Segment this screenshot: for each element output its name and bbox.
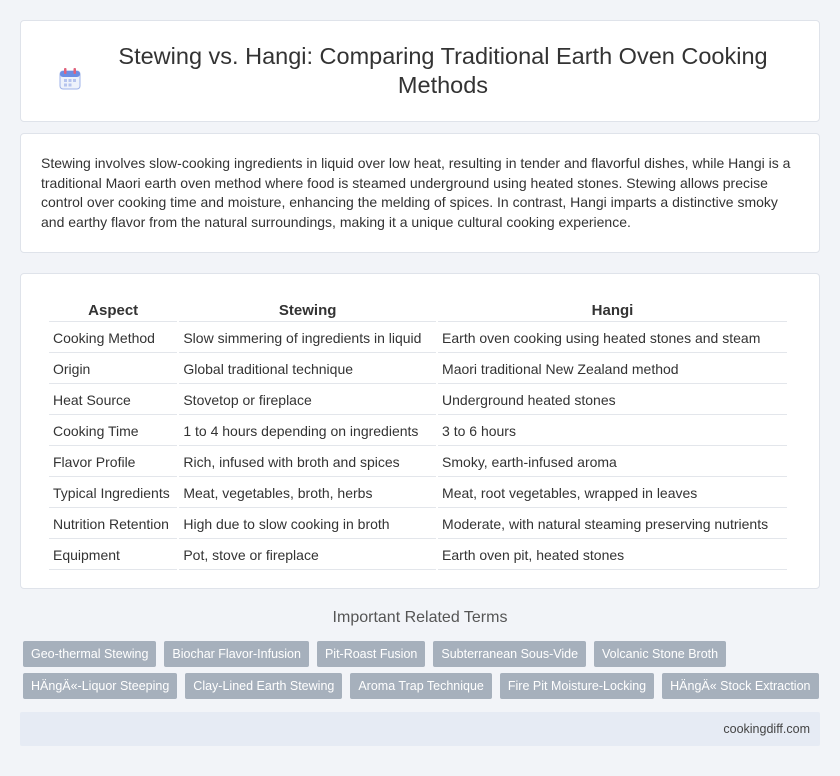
- term-tag[interactable]: Biochar Flavor-Infusion: [164, 641, 309, 667]
- table-header-row: [49, 296, 787, 322]
- table-row: [49, 324, 787, 353]
- table-cell: Slow simmering of ingredients in liquid: [179, 324, 436, 353]
- table-cell: Pot, stove or fireplace: [179, 541, 436, 570]
- tag-row: [23, 641, 823, 667]
- table-cell: Underground heated stones: [438, 386, 787, 415]
- table-row: [49, 448, 787, 477]
- header-aspect: Aspect: [49, 296, 177, 322]
- table-cell: Equipment: [49, 541, 177, 570]
- term-tag[interactable]: Aroma Trap Technique: [350, 673, 492, 699]
- table-row: [49, 510, 787, 539]
- table-cell: 3 to 6 hours: [438, 417, 787, 446]
- term-tag[interactable]: HÄngÄ«-Liquor Steeping: [23, 673, 177, 699]
- footer-site-link[interactable]: cookingdiff.com: [723, 722, 810, 736]
- header-hangi: Hangi: [438, 296, 787, 322]
- term-tag[interactable]: Pit-Roast Fusion: [317, 641, 425, 667]
- comparison-table: [47, 294, 789, 572]
- related-terms: [23, 641, 823, 705]
- table-cell: Origin: [49, 355, 177, 384]
- table-cell: Typical Ingredients: [49, 479, 177, 508]
- calendar-icon: [57, 66, 83, 92]
- table-row: [49, 417, 787, 446]
- table-cell: Cooking Time: [49, 417, 177, 446]
- page-title: Stewing vs. Hangi: Comparing Traditional Earth Oven Cooking Methods: [118, 43, 768, 98]
- term-tag[interactable]: Subterranean Sous-Vide: [433, 641, 586, 667]
- table-cell: Moderate, with natural steaming preserving nutrients: [438, 510, 787, 539]
- table-cell: Nutrition Retention: [49, 510, 177, 539]
- table-cell: Earth oven pit, heated stones: [438, 541, 787, 570]
- table-cell: Heat Source: [49, 386, 177, 415]
- table-cell: Global traditional technique: [179, 355, 436, 384]
- footer: [20, 712, 820, 746]
- header-stewing: Stewing: [179, 296, 436, 322]
- intro-card: [20, 133, 820, 253]
- table-row: [49, 386, 787, 415]
- term-tag[interactable]: Geo-thermal Stewing: [23, 641, 156, 667]
- table-cell: Meat, vegetables, broth, herbs: [179, 479, 436, 508]
- tag-row: [23, 673, 823, 699]
- table-cell: Rich, infused with broth and spices: [179, 448, 436, 477]
- title-card: [20, 20, 820, 122]
- comparison-card: [20, 273, 820, 589]
- table-cell: High due to slow cooking in broth: [179, 510, 436, 539]
- table-row: [49, 479, 787, 508]
- table-cell: Stovetop or fireplace: [179, 386, 436, 415]
- term-tag[interactable]: Clay-Lined Earth Stewing: [185, 673, 342, 699]
- table-row: [49, 355, 787, 384]
- intro-text: Stewing involves slow-cooking ingredients in liquid over low heat, resulting in tender and flavorful dishes, while Hangi is a traditional Maori earth oven method where food is steamed underground using heated stones. Stewing allows precise control over cooking time and moisture, enhancing the melding of spices. In contrast, Hangi imparts a distinctive smoky and earthy flavor from the natural surroundings, making it a unique cultural cooking experience.: [41, 155, 791, 230]
- term-tag[interactable]: HÄngÄ« Stock Extraction: [662, 673, 818, 699]
- table-cell: Maori traditional New Zealand method: [438, 355, 787, 384]
- table-cell: Meat, root vegetables, wrapped in leaves: [438, 479, 787, 508]
- table-cell: 1 to 4 hours depending on ingredients: [179, 417, 436, 446]
- table-cell: Earth oven cooking using heated stones and steam: [438, 324, 787, 353]
- term-tag[interactable]: Volcanic Stone Broth: [594, 641, 726, 667]
- related-terms-heading: Important Related Terms: [332, 609, 508, 626]
- table-cell: Smoky, earth-infused aroma: [438, 448, 787, 477]
- table-row: [49, 541, 787, 570]
- table-cell: Flavor Profile: [49, 448, 177, 477]
- term-tag[interactable]: Fire Pit Moisture-Locking: [500, 673, 654, 699]
- table-cell: Cooking Method: [49, 324, 177, 353]
